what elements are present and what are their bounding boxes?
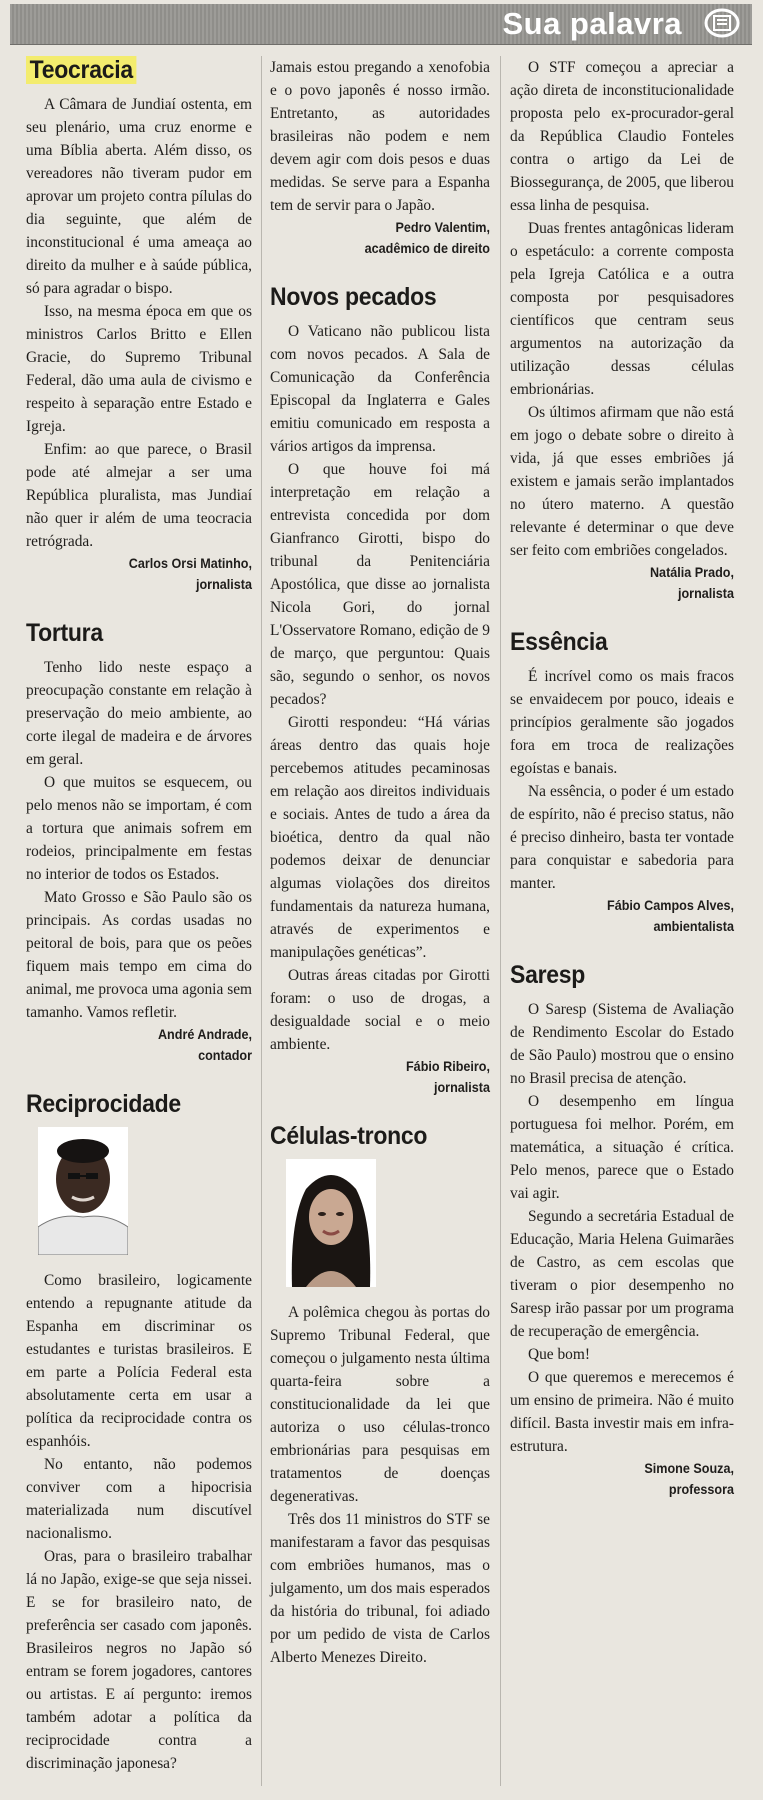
letter-signature <box>532 562 734 604</box>
letter-title: Essência <box>510 628 608 656</box>
letter-paragraph: Os últimos afirmam que não está em jogo o debate sobre o direito à vida, já que esses embriões já existem e jamais serão implantados no útero materno. A questão relevante é determinar o que deve ser feito com embriões congelados. <box>510 404 734 559</box>
letter-title: Tortura <box>26 619 103 647</box>
section-title: Sua palavra <box>502 6 682 41</box>
letter-paragraph: A Câmara de Jundiaí ostenta, em seu plenário, uma cruz enorme e uma Bíblia aberta. Além disso, os vereadores não tiveram pudor em aprovar um projeto contra pílulas do dia seguinte, que além de inconstitucional é uma ameaça ao direito da mulher e à saúde pública, só para agradar o bispo. <box>26 96 252 297</box>
author-role: professora <box>668 1481 734 1497</box>
author-name: Fábio Campos Alves, <box>607 897 734 913</box>
letter-paragraph: Tenho lido neste espaço a preocupação constante em relação à preservação do meio ambiente, ao corte ilegal de madeira e de árvores em geral. <box>26 659 252 768</box>
letter-reciprocidade <box>26 1090 252 1775</box>
letter-paragraph: Isso, na mesma época em que os ministros Carlos Britto e Ellen Gracie, do Supremo Tribunal Federal, dão uma aula de civismo e respeito à separação entre Estado e Igreja. <box>26 303 252 435</box>
letter-paragraph: No entanto, não podemos conviver com a hipocrisia materializada num discutível nacionalismo. <box>26 1456 252 1542</box>
letter-novos-pecados <box>270 283 490 1098</box>
letter-signature <box>532 1458 734 1500</box>
letter-paragraph: Que bom! <box>528 1346 590 1363</box>
letter-paragraph: O que muitos se esquecem, ou pelo menos não se importam, é com a tortura que animais sofrem em rodeios, principalmente em festas no interior de todos os Estados. <box>26 774 252 883</box>
author-photo <box>286 1159 376 1287</box>
author-name: Pedro Valentim, <box>395 219 490 235</box>
letter-paragraph: Outras áreas citadas por Girotti foram: o uso de drogas, a desigualdade social e o meio ambiente. <box>270 967 490 1053</box>
letter-essencia <box>510 628 734 937</box>
section-banner <box>10 4 752 45</box>
letter-saresp <box>510 961 734 1500</box>
letter-paragraph: É incrível como os mais fracos se envaidecem por pouco, ideais e princípios geralmente são jogados fora em troca de realizações egoístas e banais. <box>510 668 734 777</box>
author-role: jornalista <box>433 1079 490 1095</box>
letter-paragraph: Duas frentes antagônicas lideram o espetáculo: a corrente composta pela Igreja Católica e a outra composta por pesquisadores científicos que centram seus argumentos na autorização da utilização dessas células embrionárias. <box>510 220 734 398</box>
author-name: Fábio Ribeiro, <box>405 1058 490 1074</box>
letter-paragraph: O desempenho em língua portuguesa foi melhor. Porém, em matemática, a situação é crítica. Pelo menos, parece que o Estado vai agir. <box>510 1093 734 1202</box>
letter-paragraph: Mato Grosso e São Paulo são os principais. As cordas usadas no peitoral de bois, para que os peões fiquem mais tempo em cima do animal, me provoca uma agonia sem tamanho. Vamos refletir. <box>26 889 252 1021</box>
letter-paragraph: Enfim: ao que parece, o Brasil pode até almejar a ser uma República pluralista, mas Jundiaí não quer ir além de uma teocracia retrógrada. <box>26 441 252 550</box>
letter-paragraph: Como brasileiro, logicamente entendo a repugnante atitude da Espanha em discriminar os estudantes e turistas brasileiros. E em parte a Polícia Federal esta absolutamente certa em usar a política da reciprocidade contra os espanhóis. <box>26 1272 252 1450</box>
author-role: acadêmico de direito <box>364 240 490 256</box>
letter-title: Células-tronco <box>270 1122 428 1150</box>
author-role: contador <box>198 1047 252 1063</box>
author-name: Carlos Orsi Matinho, <box>128 555 252 571</box>
column-divider <box>261 56 262 1786</box>
letter-title: Teocracia <box>26 56 234 85</box>
letter-paragraph: Segundo a secretária Estadual de Educação, Maria Helena Guimarães de Castro, as cem escolas que tiveram o pior desempenho no Saresp irão passar por um programa de recuperação de emergência. <box>510 1208 734 1340</box>
letter-paragraph: O STF começou a apreciar a ação direta de inconstitucionalidade proposta pelo ex-procurador-geral da República Claudio Fonteles contra o artigo da Lei de Biossegurança, de 2005, que liberou essa linha de pesquisa. <box>510 59 734 214</box>
letter-paragraph: Girotti respondeu: “Há várias áreas dentro das quais hoje percebemos atitudes pecaminosas em relação aos direitos individuais e sociais. Antes de tudo a área da bioética, dentro da qual não podemos deixar de denunciar algumas violações dos direitos fundamentais da natureza humana, através de experimentos e manipulações genéticas”. <box>270 714 490 961</box>
letter-title: Reciprocidade <box>26 1090 181 1118</box>
letter-paragraph: Três dos 11 ministros do STF se manifestaram a favor das pesquisas com embriões humanos, mas o julgamento, um dos mais esperados da história do tribunal, foi adiado por um pedido de vista de Carlos Alberto Menezes Direito. <box>270 1511 490 1666</box>
author-name: Simone Souza, <box>644 1460 734 1476</box>
column-center <box>270 56 490 1669</box>
letter-tortura <box>26 619 252 1066</box>
author-photo <box>38 1127 128 1255</box>
column-divider <box>500 56 501 1786</box>
letter-paragraph: O Saresp (Sistema de Avaliação de Rendimento Escolar do Estado de São Paulo) mostrou que o ensino no Brasil precisa de atenção. <box>510 1001 734 1087</box>
column-left <box>26 56 252 1775</box>
letter-signature <box>292 217 490 259</box>
letter-paragraph: O Vaticano não publicou lista com novos pecados. A Sala de Comunicação da Conferência Episcopal da Inglaterra e Gales emitiu comunicado em resposta a vários artigos da imprensa. <box>270 323 490 455</box>
letter-title: Novos pecados <box>270 283 437 311</box>
letter-paragraph: Oras, para o brasileiro trabalhar lá no Japão, exige-se que seja nissei. E se for brasileiro nato, de preferência ser casado com japonês. Brasileiros negros no Japão só entram se forem jogadores, cantores ou artistas. E aí pergunto: iremos também adotar a política da reciprocidade contra a discriminação japonesa? <box>26 1548 252 1772</box>
letter-paragraph: Na essência, o poder é um estado de espírito, não é preciso status, não é preciso dinheiro, basta ter vontade para conquistar e sabedoria para manter. <box>510 783 734 892</box>
author-role: jornalista <box>677 585 734 601</box>
letter-signature <box>49 553 252 595</box>
letter-celulas-tronco <box>270 1122 490 1669</box>
letter-signature <box>532 895 734 937</box>
letter-teocracia <box>26 56 252 595</box>
letter-signature <box>292 1056 490 1098</box>
letter-paragraph: O que queremos e merecemos é um ensino de primeira. Não é muito difícil. Basta investir mais em infra-estrutura. <box>510 1369 734 1455</box>
newspaper-icon <box>704 8 740 38</box>
letter-signature <box>49 1024 252 1066</box>
letter-paragraph: O que houve foi má interpretação em relação a entrevista concedida por dom Gianfranco Girotti, bispo do tribunal da Penitenciária Apostólica, que disse ao jornalista Nicola Gori, do jornal L'Osservatore Romano, edição de 9 de março, que perguntou: Quais são, segundo o senhor, os novos pecados? <box>270 461 490 708</box>
author-role: ambientalista <box>653 918 734 934</box>
author-name: André Andrade, <box>157 1026 252 1042</box>
letter-paragraph-continued: Jamais estou pregando a xenofobia e o povo japonês é nosso irmão. Entretanto, as autoridades brasileiras não podem e nem devem agir com dois pesos e duas medidas. Se serve para a Espanha tem de servir para o Japão. <box>270 59 490 214</box>
author-name: Natália Prado, <box>649 564 734 580</box>
column-right <box>510 56 734 1524</box>
letter-paragraph: A polêmica chegou às portas do Supremo Tribunal Federal, que começou o julgamento nesta última quarta-feira sobre a constitucionalidade da lei que autoriza o uso células-tronco embrionárias para pesquisas em tratamentos de doenças degenerativas. <box>270 1304 490 1505</box>
letter-title: Saresp <box>510 961 586 989</box>
author-role: jornalista <box>195 576 252 592</box>
